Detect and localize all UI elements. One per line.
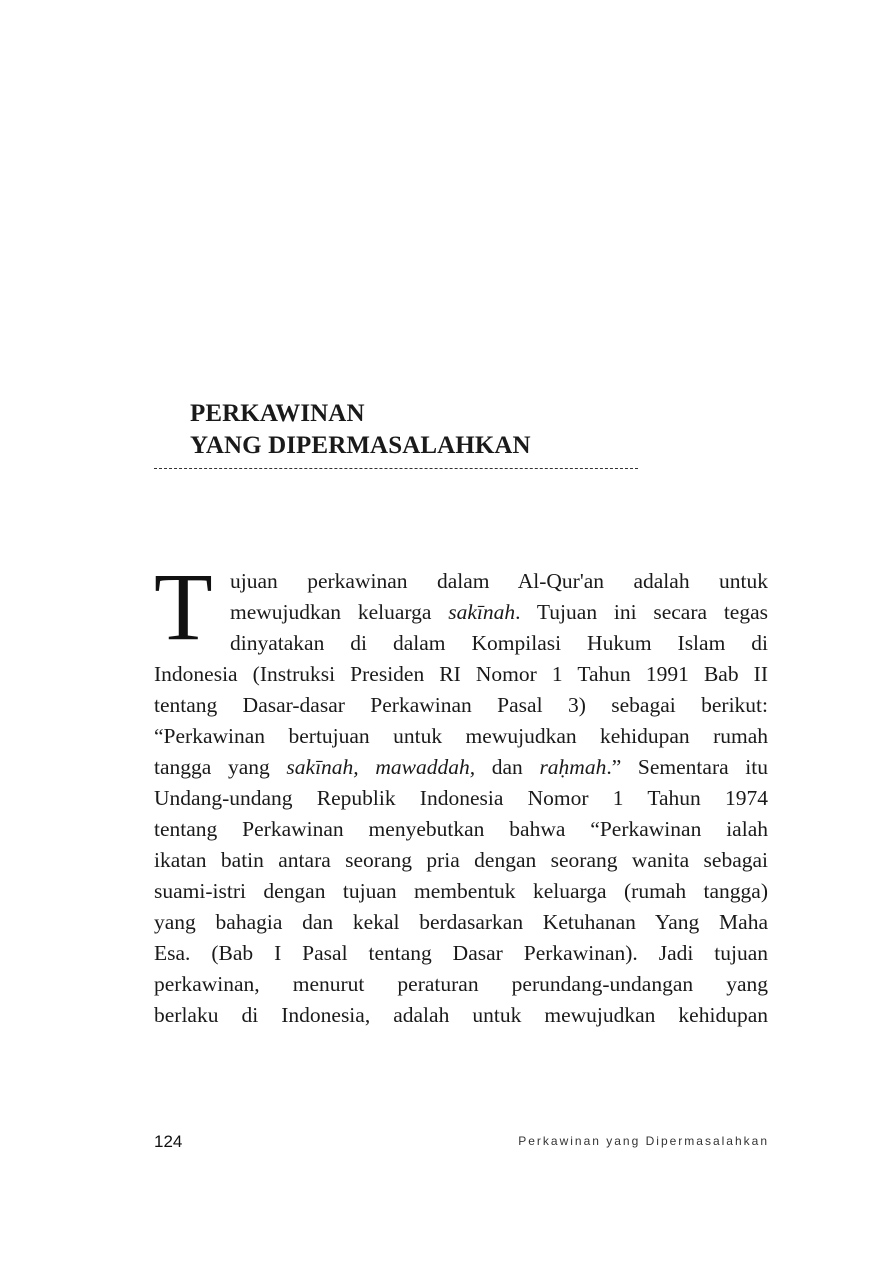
text-run: tentang Dasar-dasar Perkawinan Pasal 3) sebagai berikut: xyxy=(154,693,768,717)
text-run: Undang-undang Republik Indonesia Nomor 1 Tahun 1974 xyxy=(154,786,768,810)
page-number: 124 xyxy=(154,1132,183,1151)
paragraph-line xyxy=(154,628,768,659)
paragraph-line xyxy=(154,721,768,752)
italic-term: sakīnah xyxy=(448,600,516,624)
paragraph-line xyxy=(154,969,768,1000)
text-run: “Perkawinan bertujuan untuk mewujudkan kehidupan rumah xyxy=(154,724,768,748)
text-run: ujuan perkawinan dalam Al-Qur'an adalah untuk xyxy=(230,569,768,593)
paragraph-line xyxy=(154,659,768,690)
title-divider xyxy=(154,468,638,469)
paragraph-line xyxy=(154,938,768,969)
paragraph-line xyxy=(154,814,768,845)
paragraph-line xyxy=(154,783,768,814)
italic-term: raḥmah xyxy=(539,755,607,779)
text-run: yang bahagia dan kekal berdasarkan Ketuhanan Yang Maha xyxy=(154,910,768,934)
running-title: Perkawinan yang Dipermasalahkan xyxy=(518,1134,769,1148)
text-run: dan xyxy=(475,755,540,779)
paragraph-line xyxy=(154,597,768,628)
chapter-title xyxy=(190,398,531,462)
paragraph-line xyxy=(154,907,768,938)
text-run: ikatan batin antara seorang pria dengan seorang wanita sebagai xyxy=(154,848,768,872)
text-run: Indonesia (Instruksi Presiden RI Nomor 1 Tahun 1991 Bab II xyxy=(154,662,768,686)
paragraph-line xyxy=(154,1000,768,1031)
paragraph-line xyxy=(154,876,768,907)
paragraph-line xyxy=(154,845,768,876)
text-run: suami-istri dengan tujuan membentuk keluarga (rumah tangga) xyxy=(154,879,768,903)
italic-term: sakīnah, mawaddah, xyxy=(286,755,476,779)
paragraph-line xyxy=(154,566,768,597)
text-run: tangga yang xyxy=(154,755,287,779)
text-run: . Tujuan ini secara tegas xyxy=(515,600,769,624)
chapter-title-line-2: YANG DIPERMASALAHKAN xyxy=(190,432,531,459)
text-run: mewujudkan keluarga xyxy=(230,600,449,624)
paragraph-line xyxy=(154,690,768,721)
text-run: berlaku di Indonesia, adalah untuk mewujudkan kehidupan xyxy=(154,1003,768,1027)
paragraph-line xyxy=(154,752,768,783)
text-run: perkawinan, menurut peraturan perundang-undangan yang xyxy=(154,972,768,996)
body-paragraph xyxy=(154,553,769,1031)
text-run: dinyatakan di dalam Kompilasi Hukum Islam di xyxy=(230,631,768,655)
drop-cap: T xyxy=(154,553,213,660)
text-run: Esa. (Bab I Pasal tentang Dasar Perkawinan). Jadi tujuan xyxy=(154,941,768,965)
chapter-title-line-1: PERKAWINAN xyxy=(190,400,365,427)
text-run: .” Sementara itu xyxy=(606,755,769,779)
text-run: tentang Perkawinan menyebutkan bahwa “Perkawinan ialah xyxy=(154,817,768,841)
